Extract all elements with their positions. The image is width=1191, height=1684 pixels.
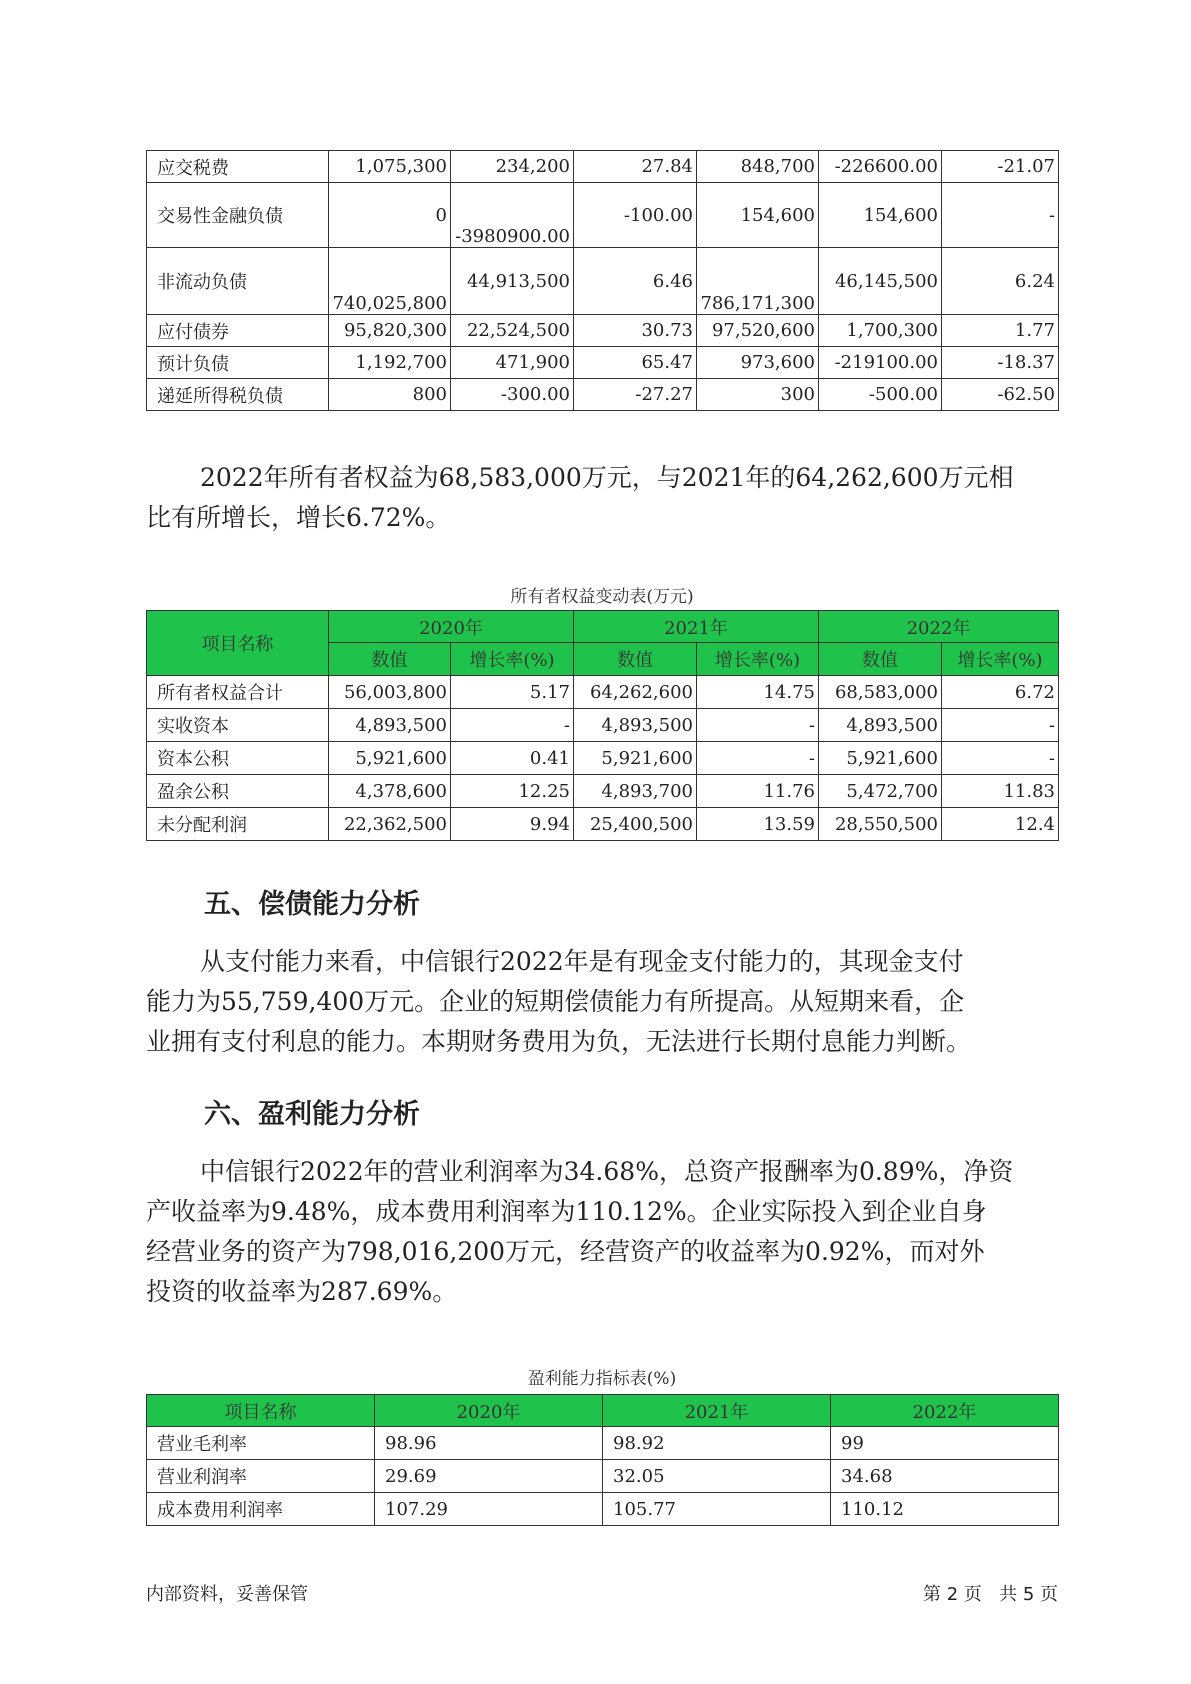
table-cell: 300 (697, 379, 819, 411)
table-cell: 11.76 (697, 775, 819, 808)
column-header: 增长率(%) (697, 643, 819, 676)
table-header-row (147, 1395, 1059, 1427)
table-cell: 56,003,800 (329, 676, 451, 709)
table-cell: 68,583,000 (819, 676, 942, 709)
table-cell: 1,192,700 (329, 347, 451, 379)
table-cell: 11.83 (942, 775, 1059, 808)
table-row (147, 1427, 1059, 1460)
row-label: 成本费用利润率 (147, 1493, 375, 1526)
table-cell: 25,400,500 (574, 808, 697, 841)
table-cell: -226600.00 (819, 151, 942, 183)
table-cell: 4,893,500 (329, 709, 451, 742)
table-cell: 46,145,500 (819, 248, 942, 315)
table-cell: 5,921,600 (819, 742, 942, 775)
row-label: 应付债券 (147, 315, 329, 347)
table-row (147, 742, 1059, 775)
table-cell: 32.05 (603, 1460, 831, 1493)
column-header: 2020年 (375, 1395, 603, 1427)
table-cell: 5,921,600 (574, 742, 697, 775)
row-label: 应交税费 (147, 151, 329, 183)
row-label: 递延所得税负债 (147, 379, 329, 411)
row-label: 未分配利润 (147, 808, 329, 841)
table-cell: 107.29 (375, 1493, 603, 1526)
table-cell: 6.72 (942, 676, 1059, 709)
liability-table (146, 150, 1059, 411)
table-cell: 14.75 (697, 676, 819, 709)
profit-table-caption: 盈利能力指标表(%) (527, 1369, 677, 1389)
table-cell: 5,472,700 (819, 775, 942, 808)
table-cell: 4,893,500 (819, 709, 942, 742)
table-cell: 29.69 (375, 1460, 603, 1493)
table-cell: 154,600 (697, 183, 819, 248)
row-label: 营业毛利率 (147, 1427, 375, 1460)
table-row (147, 1493, 1059, 1526)
table-cell: 27.84 (574, 151, 697, 183)
table-cell: 740,025,800 (329, 248, 451, 315)
row-label: 非流动负债 (147, 248, 329, 315)
table-cell: - (942, 709, 1059, 742)
table-cell: 64,262,600 (574, 676, 697, 709)
table-cell: 28,550,500 (819, 808, 942, 841)
table-cell: 973,600 (697, 347, 819, 379)
table-cell: - (697, 742, 819, 775)
table-cell: 22,524,500 (451, 315, 574, 347)
table-cell: 30.73 (574, 315, 697, 347)
paragraph-line: 经营业务的资产为798,016,200万元，经营资产的收益率为0.92%，而对外 (146, 1237, 985, 1266)
table-cell: 4,893,500 (574, 709, 697, 742)
table-row (147, 379, 1059, 411)
paragraph-line: 从支付能力来看，中信银行2022年是有现金支付能力的，其现金支付 (200, 947, 964, 976)
paragraph-line: 产收益率为9.48%，成本费用利润率为110.12%。企业实际投入到企业自身 (146, 1197, 987, 1226)
table-cell: 5.17 (451, 676, 574, 709)
table-header-row (147, 611, 1059, 643)
table-cell: 9.94 (451, 808, 574, 841)
table-row (147, 808, 1059, 841)
paragraph-line: 比有所增长，增长6.72%。 (146, 503, 451, 532)
table-cell: 154,600 (819, 183, 942, 248)
table-cell: 471,900 (451, 347, 574, 379)
table-cell: - (451, 709, 574, 742)
table-row (147, 1460, 1059, 1493)
paragraph-line: 能力为55,759,400万元。企业的短期偿债能力有所提高。从短期来看，企 (146, 987, 965, 1016)
table-cell: 1.77 (942, 315, 1059, 347)
row-label: 实收资本 (147, 709, 329, 742)
table-cell: 98.92 (603, 1427, 831, 1460)
table-row (147, 709, 1059, 742)
table-cell: 234,200 (451, 151, 574, 183)
table-cell: 1,075,300 (329, 151, 451, 183)
column-header: 增长率(%) (942, 643, 1059, 676)
equity-table-caption: 所有者权益变动表(万元) (510, 587, 694, 607)
column-header: 2020年 (329, 611, 574, 643)
table-cell: -27.27 (574, 379, 697, 411)
table-cell: 22,362,500 (329, 808, 451, 841)
column-header: 项目名称 (147, 611, 329, 676)
table-row (147, 315, 1059, 347)
table-cell: 4,893,700 (574, 775, 697, 808)
table-cell: 786,171,300 (697, 248, 819, 315)
table-row (147, 248, 1059, 315)
profit-table (146, 1394, 1059, 1526)
table-cell: 800 (329, 379, 451, 411)
row-label: 所有者权益合计 (147, 676, 329, 709)
column-header: 2022年 (831, 1395, 1059, 1427)
table-row (147, 775, 1059, 808)
row-label: 营业利润率 (147, 1460, 375, 1493)
table-row (147, 347, 1059, 379)
table-cell: 1,700,300 (819, 315, 942, 347)
table-cell: 13.59 (697, 808, 819, 841)
table-cell: -500.00 (819, 379, 942, 411)
table-cell: 44,913,500 (451, 248, 574, 315)
table-cell: 4,378,600 (329, 775, 451, 808)
table-cell: -21.07 (942, 151, 1059, 183)
profitability-paragraph (146, 1152, 1058, 1312)
row-label: 盈余公积 (147, 775, 329, 808)
row-label: 资本公积 (147, 742, 329, 775)
table-row (147, 183, 1059, 248)
row-label: 预计负债 (147, 347, 329, 379)
table-cell: 12.4 (942, 808, 1059, 841)
footer-note: 内部资料，妥善保管 (146, 1584, 308, 1605)
column-header: 数值 (329, 643, 451, 676)
table-row (147, 676, 1059, 709)
paragraph-line: 中信银行2022年的营业利润率为34.68%，总资产报酬率为0.89%，净资 (200, 1157, 1014, 1186)
table-cell: -62.50 (942, 379, 1059, 411)
table-cell: 848,700 (697, 151, 819, 183)
page-number: 第 2 页 共 5 页 (923, 1584, 1058, 1605)
table-cell: 5,921,600 (329, 742, 451, 775)
equity-table (146, 610, 1059, 841)
table-cell: -18.37 (942, 347, 1059, 379)
paragraph-line: 业拥有支付利息的能力。本期财务费用为负，无法进行长期付息能力判断。 (146, 1027, 972, 1056)
section-heading: 六、盈利能力分析 (204, 1099, 420, 1130)
table-cell: 65.47 (574, 347, 697, 379)
paragraph-line: 投资的收益率为287.69%。 (146, 1277, 458, 1306)
table-cell: - (697, 709, 819, 742)
column-header: 增长率(%) (451, 643, 574, 676)
equity-paragraph (146, 458, 1058, 538)
table-cell: -219100.00 (819, 347, 942, 379)
table-cell: -100.00 (574, 183, 697, 248)
section-heading: 五、偿债能力分析 (204, 889, 420, 920)
table-cell: -3980900.00 (451, 183, 574, 248)
table-row (147, 151, 1059, 183)
table-cell: 110.12 (831, 1493, 1059, 1526)
table-cell: 99 (831, 1427, 1059, 1460)
table-cell: 0 (329, 183, 451, 248)
table-cell: 34.68 (831, 1460, 1059, 1493)
row-label: 交易性金融负债 (147, 183, 329, 248)
table-cell: 6.24 (942, 248, 1059, 315)
column-header: 数值 (819, 643, 942, 676)
table-cell: 95,820,300 (329, 315, 451, 347)
paragraph-line: 2022年所有者权益为68,583,000万元，与2021年的64,262,600万元相 (200, 463, 1014, 492)
table-cell: -300.00 (451, 379, 574, 411)
table-cell: - (942, 183, 1059, 248)
solvency-paragraph (146, 942, 1058, 1062)
column-header: 2021年 (603, 1395, 831, 1427)
table-cell: 97,520,600 (697, 315, 819, 347)
column-header: 项目名称 (147, 1395, 375, 1427)
column-header: 2021年 (574, 611, 819, 643)
column-header: 2022年 (819, 611, 1059, 643)
column-header: 数值 (574, 643, 697, 676)
table-cell: 6.46 (574, 248, 697, 315)
table-cell: - (942, 742, 1059, 775)
table-cell: 98.96 (375, 1427, 603, 1460)
table-cell: 105.77 (603, 1493, 831, 1526)
table-cell: 0.41 (451, 742, 574, 775)
table-cell: 12.25 (451, 775, 574, 808)
